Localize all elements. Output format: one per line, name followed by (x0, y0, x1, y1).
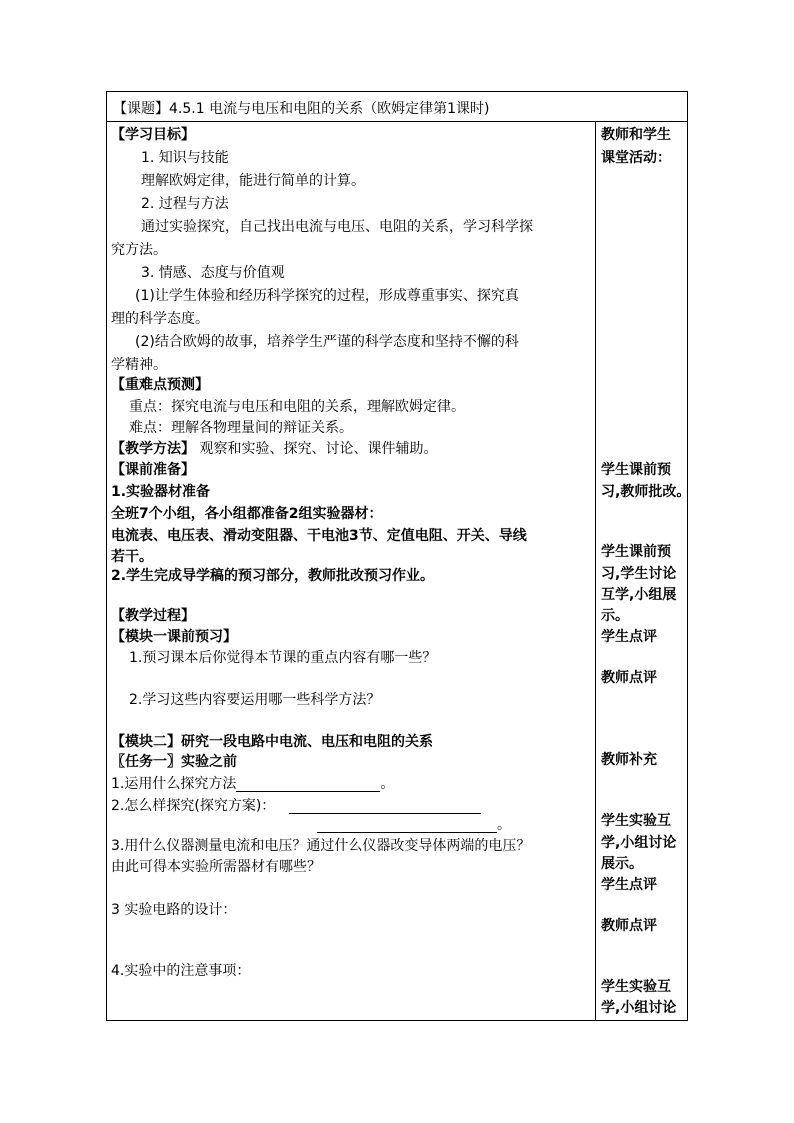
module-1-question-2: 2.学习这些内容要运用哪一些科学方法？ (129, 692, 381, 708)
module-1-question-1: 1.预习课本后你觉得本节课的重点内容有哪一些？ (129, 650, 437, 666)
task-1-question-2-text: 2.怎么样探究(探究方案)： (111, 798, 276, 814)
answer-blank[interactable] (289, 800, 481, 814)
task-1-question-5: 4.实验中的注意事项： (111, 963, 251, 979)
preparation-heading: 【课前准备】 (111, 462, 195, 478)
key-points-heading: 【重难点预测】 (111, 377, 209, 393)
objective-3b-line1: (2)结合欧姆的故事，培养学生严谨的科学态度和坚持不懈的科 (135, 334, 519, 350)
task-1-question-1-text: 1.运用什么探究方法 (111, 776, 237, 792)
task-1-question-2-line2 (317, 817, 511, 833)
task-1-question-4: 3 实验电路的设计： (111, 902, 237, 918)
key-point-text: 重点：探究电流与电压和电阻的关系，理解欧姆定律。 (129, 399, 465, 415)
task-1-question-2 (111, 798, 481, 814)
side-note-2-line1: 学生课前预 (601, 544, 671, 560)
side-note-2-line4: 示。 (601, 608, 629, 624)
teaching-method-text: 观察和实验、探究、讨论、课件辅助。 (199, 441, 438, 457)
preparation-2: 2.学生完成导学稿的预习部分，教师批改预习作业。 (111, 568, 435, 584)
objective-3a-line2: 理的科学态度。 (111, 311, 209, 327)
task-1-question-3-line2: 由此可得本实验所需器材有哪些？ (111, 859, 321, 875)
preparation-1-line2: 电流表、电压表、滑动变阻器、干电池3节、定值电阻、开关、导线 (111, 528, 527, 544)
side-note-3: 学生点评 (601, 629, 657, 645)
preparation-1-line1: 全班7个小组，各小组都准备2组实验器材： (111, 506, 383, 522)
side-note-2-line3: 互学,小组展 (601, 587, 677, 603)
module-2-heading: 【模块二】研究一段电路中电流、电压和电阻的关系 (111, 734, 433, 750)
teaching-method-heading: 【教学方法】 (111, 441, 195, 457)
objective-2-title: 2. 过程与方法 (141, 196, 229, 212)
side-note-7: 学生点评 (601, 877, 657, 893)
module-1-heading: 【模块一课前预习】 (111, 629, 237, 645)
answer-blank[interactable] (317, 819, 497, 833)
task-1-question-1 (111, 776, 394, 792)
answer-blank[interactable] (236, 778, 380, 792)
side-note-6-line3: 展示。 (601, 856, 643, 872)
side-note-1-line2: 习,教师批改。 (601, 484, 691, 500)
task-1-question-2-end: 。 (497, 817, 511, 833)
activity-heading-line1: 教师和学生 (601, 127, 671, 143)
task-1-question-1-end: 。 (380, 776, 395, 792)
objective-3b-line2: 学精神。 (111, 357, 167, 373)
title-row (107, 92, 687, 122)
activity-heading-line2: 课堂活动： (601, 150, 671, 166)
preparation-1-line3: 若干。 (111, 549, 153, 565)
difficult-point-text: 难点：理解各物理量间的辩证关系。 (129, 420, 353, 436)
side-note-9-line1: 学生实验互 (601, 979, 671, 995)
objective-1-text: 理解欧姆定律，能进行简单的计算。 (141, 173, 365, 189)
side-note-5: 教师补充 (601, 752, 657, 768)
side-note-9-line2: 学,小组讨论 (601, 1000, 677, 1016)
objective-2-text-line2: 究方法。 (111, 242, 167, 258)
side-note-6-line1: 学生实验互 (601, 813, 671, 829)
objective-3a-line1: (1)让学生体验和经历科学探究的过程，形成尊重事实、探究真 (135, 288, 519, 304)
teaching-method (111, 441, 437, 457)
side-note-6-line2: 学,小组讨论 (601, 835, 677, 851)
task-1-heading: 〖任务一〗实验之前 (111, 754, 237, 770)
process-heading: 【教学过程】 (111, 608, 195, 624)
lesson-title: 【课题】4.5.1 电流与电压和电阻的关系（欧姆定律第1课时) (113, 101, 490, 117)
objective-3-title: 3. 情感、态度与价值观 (141, 265, 285, 281)
objectives-heading: 【学习目标】 (111, 127, 195, 143)
lesson-plan-table (106, 91, 691, 1021)
preparation-1-title: 1.实验器材准备 (111, 484, 211, 500)
objective-2-text-line1: 通过实验探究，自己找出电流与电压、电阻的关系，学习科学探 (141, 219, 533, 235)
side-note-2-line2: 习,学生讨论 (601, 566, 677, 582)
column-divider (595, 122, 596, 1020)
objective-1-title: 1. 知识与技能 (141, 150, 229, 166)
side-note-8: 教师点评 (601, 918, 657, 934)
side-note-1-line1: 学生课前预 (601, 462, 671, 478)
task-1-question-3-line1: 3.用什么仪器测量电流和电压？通过什么仪器改变导体两端的电压？ (111, 838, 531, 854)
side-note-4: 教师点评 (601, 670, 657, 686)
